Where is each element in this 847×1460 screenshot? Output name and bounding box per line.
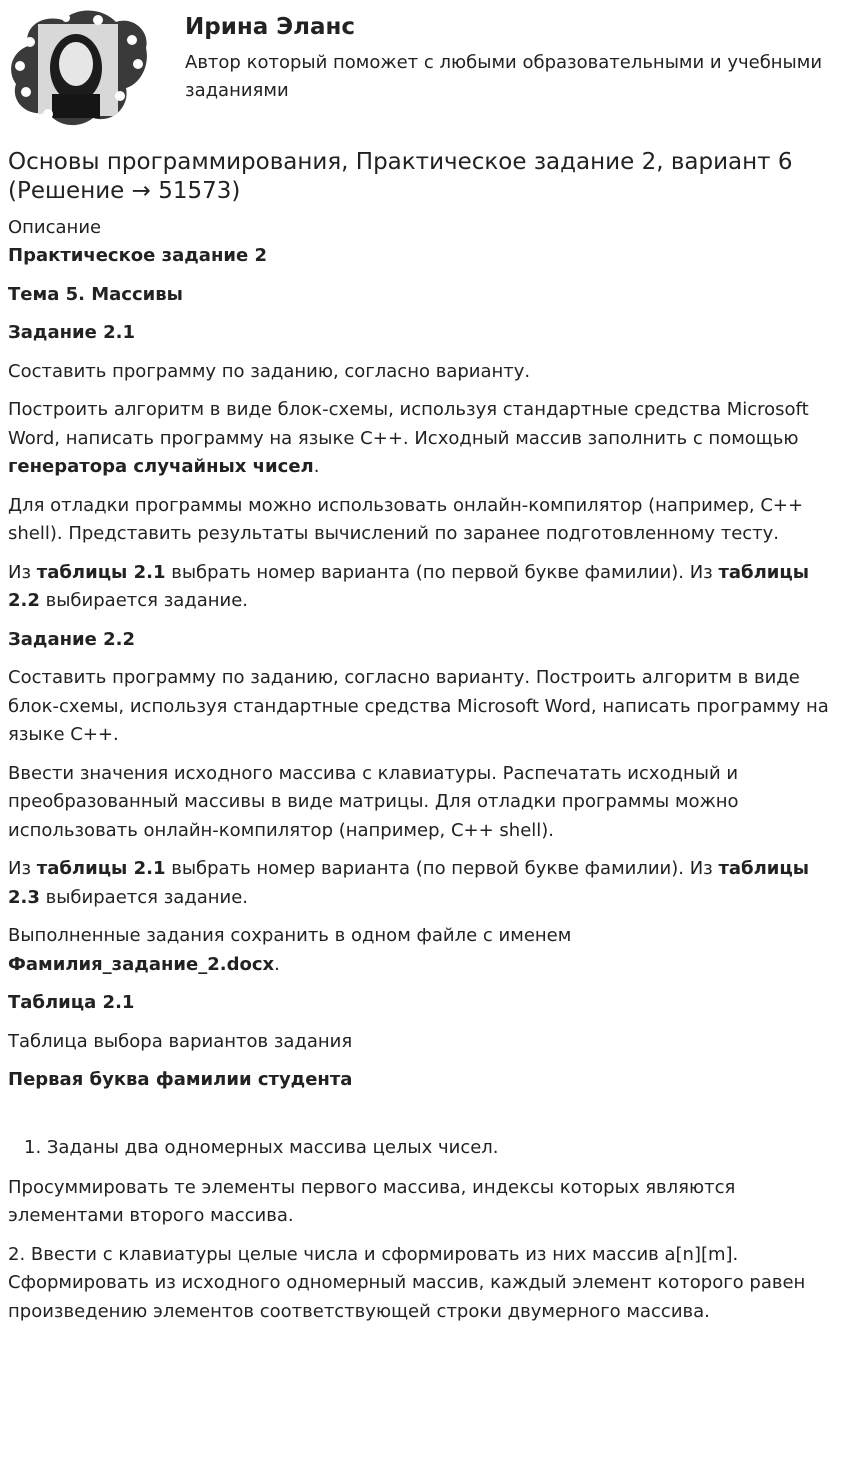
- task-2-1-paragraph: Из таблицы 2.1 выбрать номер варианта (по первой букве фамилии). Из таблицы 2.2 выбирается задание.: [8, 561, 810, 611]
- variant-list: [8, 1134, 838, 1162]
- author-header: [0, 0, 847, 140]
- task-2-1-paragraph: Построить алгоритм в виде блок-схемы, используя стандартные средства Microsoft Word, написать программу на языке С++. Исходный массив заполнить с помощью генератора случайных чисел.: [8, 399, 809, 477]
- task-2-2-paragraph: Составить программу по заданию, согласно варианту. Построить алгоритм в виде блок-схемы, используя стандартные средства Microsoft Word, написать программу на языке С++.: [8, 667, 829, 745]
- section-heading: Практическое задание 2: [8, 245, 267, 266]
- variant-paragraph: Просуммировать те элементы первого массива, индексы которых являются элементами второго массива.: [8, 1176, 736, 1226]
- task-content: [8, 214, 838, 1336]
- task-2-2-paragraph: Ввести значения исходного массива с клавиатуры. Распечатать исходный и преобразованный массивы в виде матрицы. Для отладки программы можно использовать онлайн-компилятор (например, C++ shell).: [8, 762, 739, 841]
- task-2-1-paragraph: Составить программу по заданию, согласно варианту.: [8, 360, 531, 382]
- list-item: 1. Заданы два одномерных массива целых чисел.: [24, 1136, 499, 1158]
- table-2-1-heading: Таблица 2.1: [8, 992, 135, 1013]
- task-2-2-paragraph: Из таблицы 2.1 выбрать номер варианта (по первой букве фамилии). Из таблицы 2.3 выбирается задание.: [8, 858, 810, 908]
- task-2-2-paragraph: Выполненные задания сохранить в одном файле с именем Фамилия_задание_2.docx.: [8, 925, 572, 975]
- task-2-2-heading: Задание 2.2: [8, 628, 136, 650]
- page-title: Основы программирования, Практическое задание 2, вариант 6 (Решение → 51573): [8, 149, 793, 204]
- task-2-1-heading: Задание 2.1: [8, 322, 136, 343]
- variant-paragraph: 2. Ввести с клавиатуры целые числа и сформировать из них массив a[n][m]. Сформировать из исходного одномерный массив, каждый элемент которого равен произведению элементов соответствующей строки двумерного массива.: [8, 1243, 806, 1322]
- author-name[interactable]: Ирина Эланс: [185, 14, 356, 40]
- table-2-1-column-header: Первая буква фамилии студента: [8, 1069, 353, 1090]
- task-2-1-paragraph: Для отладки программы можно использовать онлайн-компилятор (например, C++ shell). Представить результаты вычислений по заранее подготовленному тесту.: [8, 494, 804, 544]
- topic-heading: Тема 5. Массивы: [8, 283, 183, 305]
- author-description: Автор который поможет с любыми образовательными и учебными заданиями: [185, 52, 823, 101]
- author-avatar[interactable]: [8, 6, 150, 128]
- table-2-1-caption: Таблица выбора вариантов задания: [8, 1030, 353, 1052]
- description-label: Описание: [8, 217, 102, 238]
